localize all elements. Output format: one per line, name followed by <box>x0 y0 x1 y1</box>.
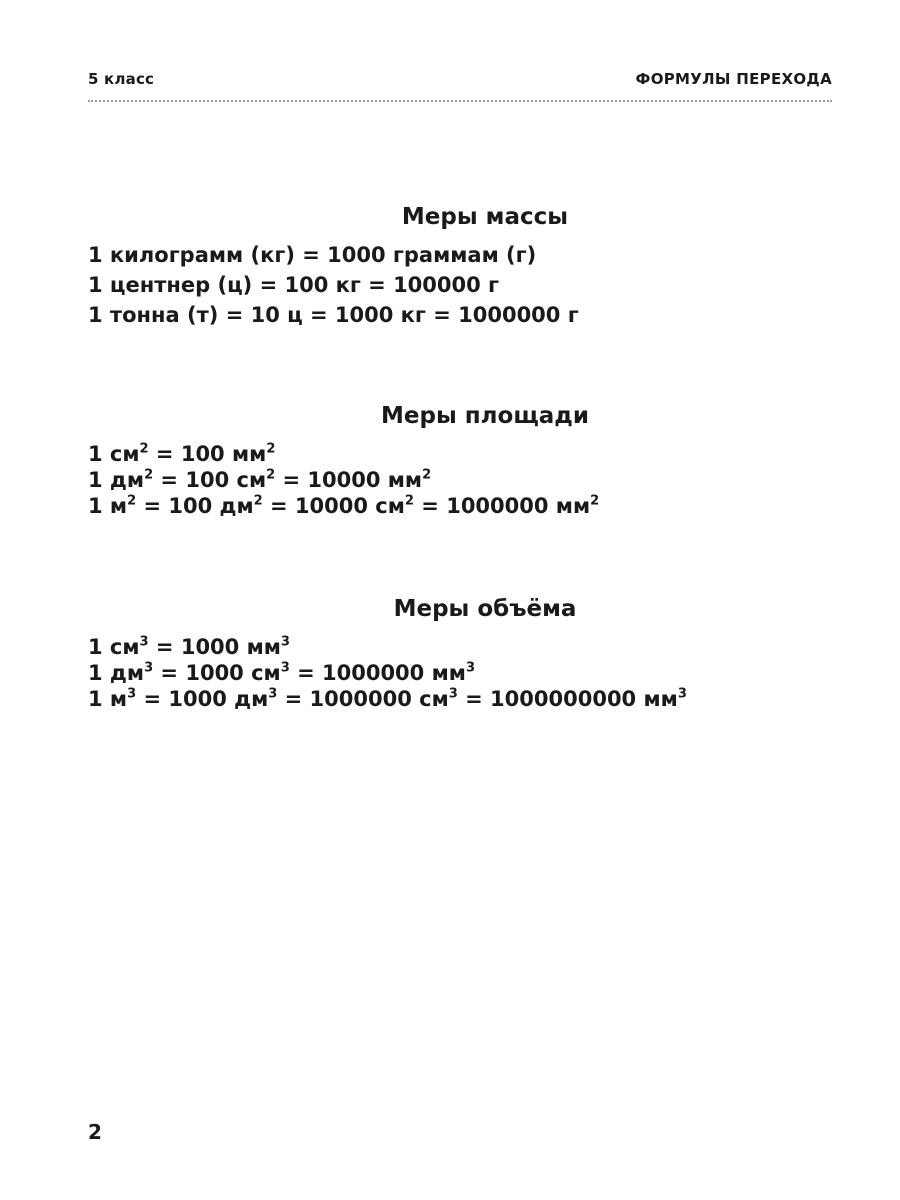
formula-segment: = 1000000 мм <box>413 494 591 518</box>
mass-line-centner: 1 центнер (ц) = 100 кг = 100000 г <box>88 273 500 297</box>
header-divider <box>88 100 832 102</box>
formula-segment: = 100 см <box>153 468 267 492</box>
formula-segment: = 100 дм <box>136 494 254 518</box>
unit-exponent: 2 <box>422 467 432 483</box>
formula-segment: 1 см <box>88 442 140 466</box>
unit-exponent: 2 <box>144 467 154 483</box>
volume-line-dm3 <box>88 660 832 686</box>
unit-exponent: 3 <box>139 634 149 650</box>
unit-exponent: 2 <box>139 441 149 457</box>
unit-exponent: 2 <box>253 493 263 509</box>
unit-exponent: 3 <box>127 686 137 702</box>
section-title: ФОРМУЛЫ ПЕРЕХОДА <box>635 70 832 88</box>
formula-segment: = 10000 мм <box>275 468 423 492</box>
area-line-m2 <box>88 493 832 519</box>
mass-measures-section <box>88 204 832 330</box>
page-header <box>88 70 832 104</box>
unit-exponent: 3 <box>144 660 154 676</box>
formula-segment: = 1000000000 мм <box>457 687 678 711</box>
formula-segment: 1 дм <box>88 468 145 492</box>
unit-exponent: 2 <box>127 493 137 509</box>
unit-exponent: 3 <box>448 686 458 702</box>
grade-label: 5 класс <box>88 70 155 88</box>
unit-exponent: 3 <box>677 686 687 702</box>
unit-exponent: 2 <box>404 493 414 509</box>
unit-exponent: 3 <box>280 660 290 676</box>
formula-segment: = 1000000 мм <box>289 661 466 685</box>
volume-measures-title: Меры объёма <box>393 596 577 622</box>
formula-segment: 1 дм <box>88 661 145 685</box>
unit-exponent: 2 <box>590 493 600 509</box>
formula-segment: 1 см <box>88 635 140 659</box>
volume-line-m3 <box>88 686 832 712</box>
area-measures-title: Меры площади <box>381 403 589 429</box>
mass-line-kilogram: 1 килограмм (кг) = 1000 граммам (г) <box>88 243 537 267</box>
formula-segment: 1 м <box>88 494 128 518</box>
unit-exponent: 3 <box>280 634 290 650</box>
volume-measures-section <box>88 596 832 712</box>
page-number: 2 <box>88 1120 102 1144</box>
formula-segment: = 1000 дм <box>136 687 269 711</box>
unit-exponent: 2 <box>266 467 276 483</box>
formula-segment: = 100 мм <box>148 442 267 466</box>
area-measures-section <box>88 403 832 519</box>
formula-segment: = 10000 см <box>262 494 405 518</box>
mass-line-tonne: 1 тонна (т) = 10 ц = 1000 кг = 1000000 г <box>88 303 579 327</box>
mass-measures-title: Меры массы <box>401 204 569 230</box>
formula-segment: 1 м <box>88 687 128 711</box>
area-line-cm2 <box>88 441 832 467</box>
formula-segment: = 1000 см <box>153 661 281 685</box>
formula-segment: = 1000 мм <box>148 635 281 659</box>
unit-exponent: 3 <box>465 660 475 676</box>
unit-exponent: 2 <box>266 441 276 457</box>
area-line-dm2 <box>88 467 832 493</box>
unit-exponent: 3 <box>268 686 278 702</box>
formula-segment: = 1000000 см <box>277 687 449 711</box>
volume-line-cm3 <box>88 634 832 660</box>
